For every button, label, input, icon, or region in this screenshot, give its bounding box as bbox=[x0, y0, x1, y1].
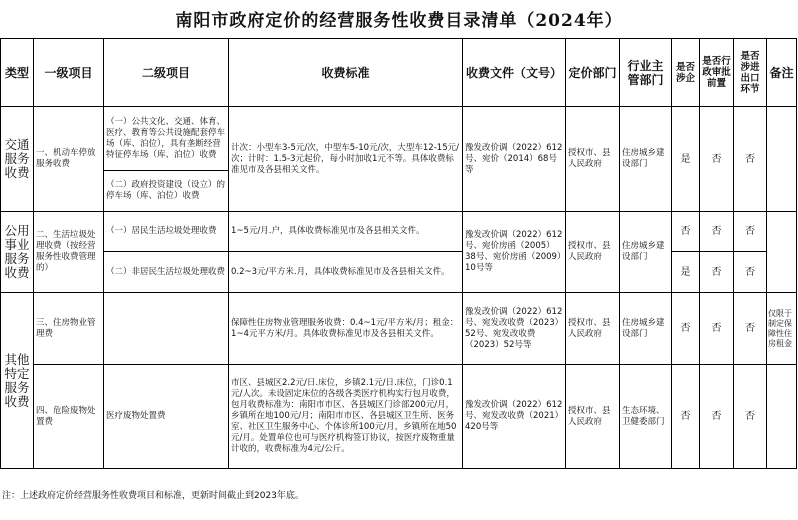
header-approval: 是否行政审批前置 bbox=[700, 39, 734, 107]
row-housing-mgr: 住房城乡建设部门 bbox=[620, 293, 672, 365]
table-row bbox=[1, 293, 797, 365]
header-foreign: 是否涉企 bbox=[672, 39, 700, 107]
row-housing-foreign: 否 bbox=[672, 293, 700, 365]
row-medical-import-export: 否 bbox=[734, 365, 767, 469]
row-traffic-remark bbox=[767, 107, 797, 212]
row-garbage-level1: 二、生活垃圾处理收费（按经营服务性收费管理的） bbox=[34, 212, 104, 293]
header-row bbox=[1, 39, 797, 107]
header-type: 类型 bbox=[1, 39, 34, 107]
footnote: 注：上述政府定价经营服务性收费项目和标准，更新时间截止到2023年底。 bbox=[2, 491, 304, 501]
header-standard: 收费标准 bbox=[229, 39, 463, 107]
row-medical-level1: 四、危险废物处置费 bbox=[34, 365, 104, 469]
row-housing-standard: 保障性住房物业管理服务收费：0.4~1元/平方米/月；租金：1~4元平方米/月。具体收费标准见市及各县相关文件。 bbox=[229, 293, 463, 365]
row-housing-dept: 授权市、县人民政府 bbox=[566, 293, 620, 365]
row-garbage-approval-b: 否 bbox=[700, 252, 734, 293]
row-garbage-foreign-b: 是 bbox=[672, 252, 700, 293]
row-housing-level2 bbox=[104, 293, 229, 365]
row-housing-remark: 仅限于制定保障性住房租金 bbox=[767, 293, 797, 365]
row-medical-remark bbox=[767, 365, 797, 469]
row-garbage-import-export-a: 否 bbox=[734, 212, 767, 252]
row-traffic-foreign: 是 bbox=[672, 107, 700, 212]
row-medical-doc: 豫发改价调（2022）612号、宛发改收费（2021）420号等 bbox=[463, 365, 566, 469]
row-medical-mgr: 生态环境、卫健委部门 bbox=[620, 365, 672, 469]
row-garbage-foreign-a: 否 bbox=[672, 212, 700, 252]
header-mgr: 行业主管部门 bbox=[620, 39, 672, 107]
row-medical-approval: 否 bbox=[700, 365, 734, 469]
row-garbage-remark bbox=[767, 212, 797, 293]
fee-table bbox=[0, 38, 797, 469]
header-doc: 收费文件（文号） bbox=[463, 39, 566, 107]
row-garbage-approval-a: 否 bbox=[700, 212, 734, 252]
row-housing-approval: 否 bbox=[700, 293, 734, 365]
row-garbage-doc: 豫发改价调（2022）612号、宛价房函（2005）38号、宛价房函（2009）10号等 bbox=[463, 212, 566, 293]
row-traffic-type: 交通服务收费 bbox=[1, 107, 34, 212]
row-garbage-import-export-b: 否 bbox=[734, 252, 767, 293]
row-housing-doc: 豫发改价调（2022）612号、宛发改收费（2023）52号、宛发改收费（2023）52号等 bbox=[463, 293, 566, 365]
row-medical-standard: 市区、县城区2.2元/日.床位，乡镇2.1元/日.床位，门诊0.1元/人次。未设固定床位的各级各类医疗机构实行包月收费，包月收费标准为：南阳市市区、各县城区门诊部200元/月，乡镇所在地100元/月；南阳市市区、各县城区卫生所、医务室、社区卫生服务中心、个体诊所100元/月，乡镇所在地50元/月。处置单位也可与医疗机构签订协议，按医疗废物重量计收的，收费标准为4元/公斤。 bbox=[229, 365, 463, 469]
row-housing-import-export: 否 bbox=[734, 293, 767, 365]
row-traffic-mgr: 住房城乡建设部门 bbox=[620, 107, 672, 212]
row-medical-level2: 医疗废物处置费 bbox=[104, 365, 229, 469]
row-traffic-approval: 否 bbox=[700, 107, 734, 212]
row-traffic-dept: 授权市、县人民政府 bbox=[566, 107, 620, 212]
header-remark: 备注 bbox=[767, 39, 797, 107]
header-level2: 二级项目 bbox=[104, 39, 229, 107]
table-row bbox=[1, 365, 797, 469]
row-medical-foreign: 否 bbox=[672, 365, 700, 469]
header-level1: 一级项目 bbox=[34, 39, 104, 107]
page-title: 南阳市政府定价的经营服务性收费目录清单（2024年） bbox=[175, 11, 623, 31]
table-row bbox=[1, 107, 797, 171]
row-garbage-standard-b: 0.2~3元/平方米.月，具体收费标准见市及各县相关文件。 bbox=[229, 252, 463, 293]
row-traffic-level1: 一、机动车停放服务收费 bbox=[34, 107, 104, 212]
header-dept: 定价部门 bbox=[566, 39, 620, 107]
header-import-export: 是否涉进出口环节 bbox=[734, 39, 767, 107]
row-traffic-level2b: （二）政府投资建设（设立）的停车场（库、泊位）收费 bbox=[104, 171, 229, 212]
table-row bbox=[1, 252, 797, 293]
table-row bbox=[1, 212, 797, 252]
row-garbage-type: 公用事业服务收费 bbox=[1, 212, 34, 293]
row-traffic-import-export: 否 bbox=[734, 107, 767, 212]
row-traffic-level2a: （一）公共文化、交通、体育、医疗、教育等公共设施配套停车场（库、泊位），具有垄断经营特征停车场（库、泊位）收费 bbox=[104, 107, 229, 171]
row-traffic-doc: 豫发改价调（2022）612号、宛价（2014）68号等 bbox=[463, 107, 566, 212]
row-medical-dept: 授权市、县人民政府 bbox=[566, 365, 620, 469]
row-housing-level1: 三、住房物业管理费 bbox=[34, 293, 104, 365]
row-garbage-level2a: （一）居民生活垃圾处理收费 bbox=[104, 212, 229, 252]
row-other-type: 其他特定服务收费 bbox=[1, 293, 34, 469]
row-garbage-standard-a: 1~5元/月.户，具体收费标准见市及各县相关文件。 bbox=[229, 212, 463, 252]
row-traffic-standard: 计次：小型车3-5元/次，中型车5-10元/次，大型车12-15元/次；计时：1.5-3元起价，每小时加收1元不等。具体收费标准见市及各县相关文件。 bbox=[229, 107, 463, 212]
row-garbage-level2b: （二）非居民生活垃圾处理收费 bbox=[104, 252, 229, 293]
row-garbage-dept: 授权市、县人民政府 bbox=[566, 212, 620, 293]
row-garbage-mgr: 住房城乡建设部门 bbox=[620, 212, 672, 293]
